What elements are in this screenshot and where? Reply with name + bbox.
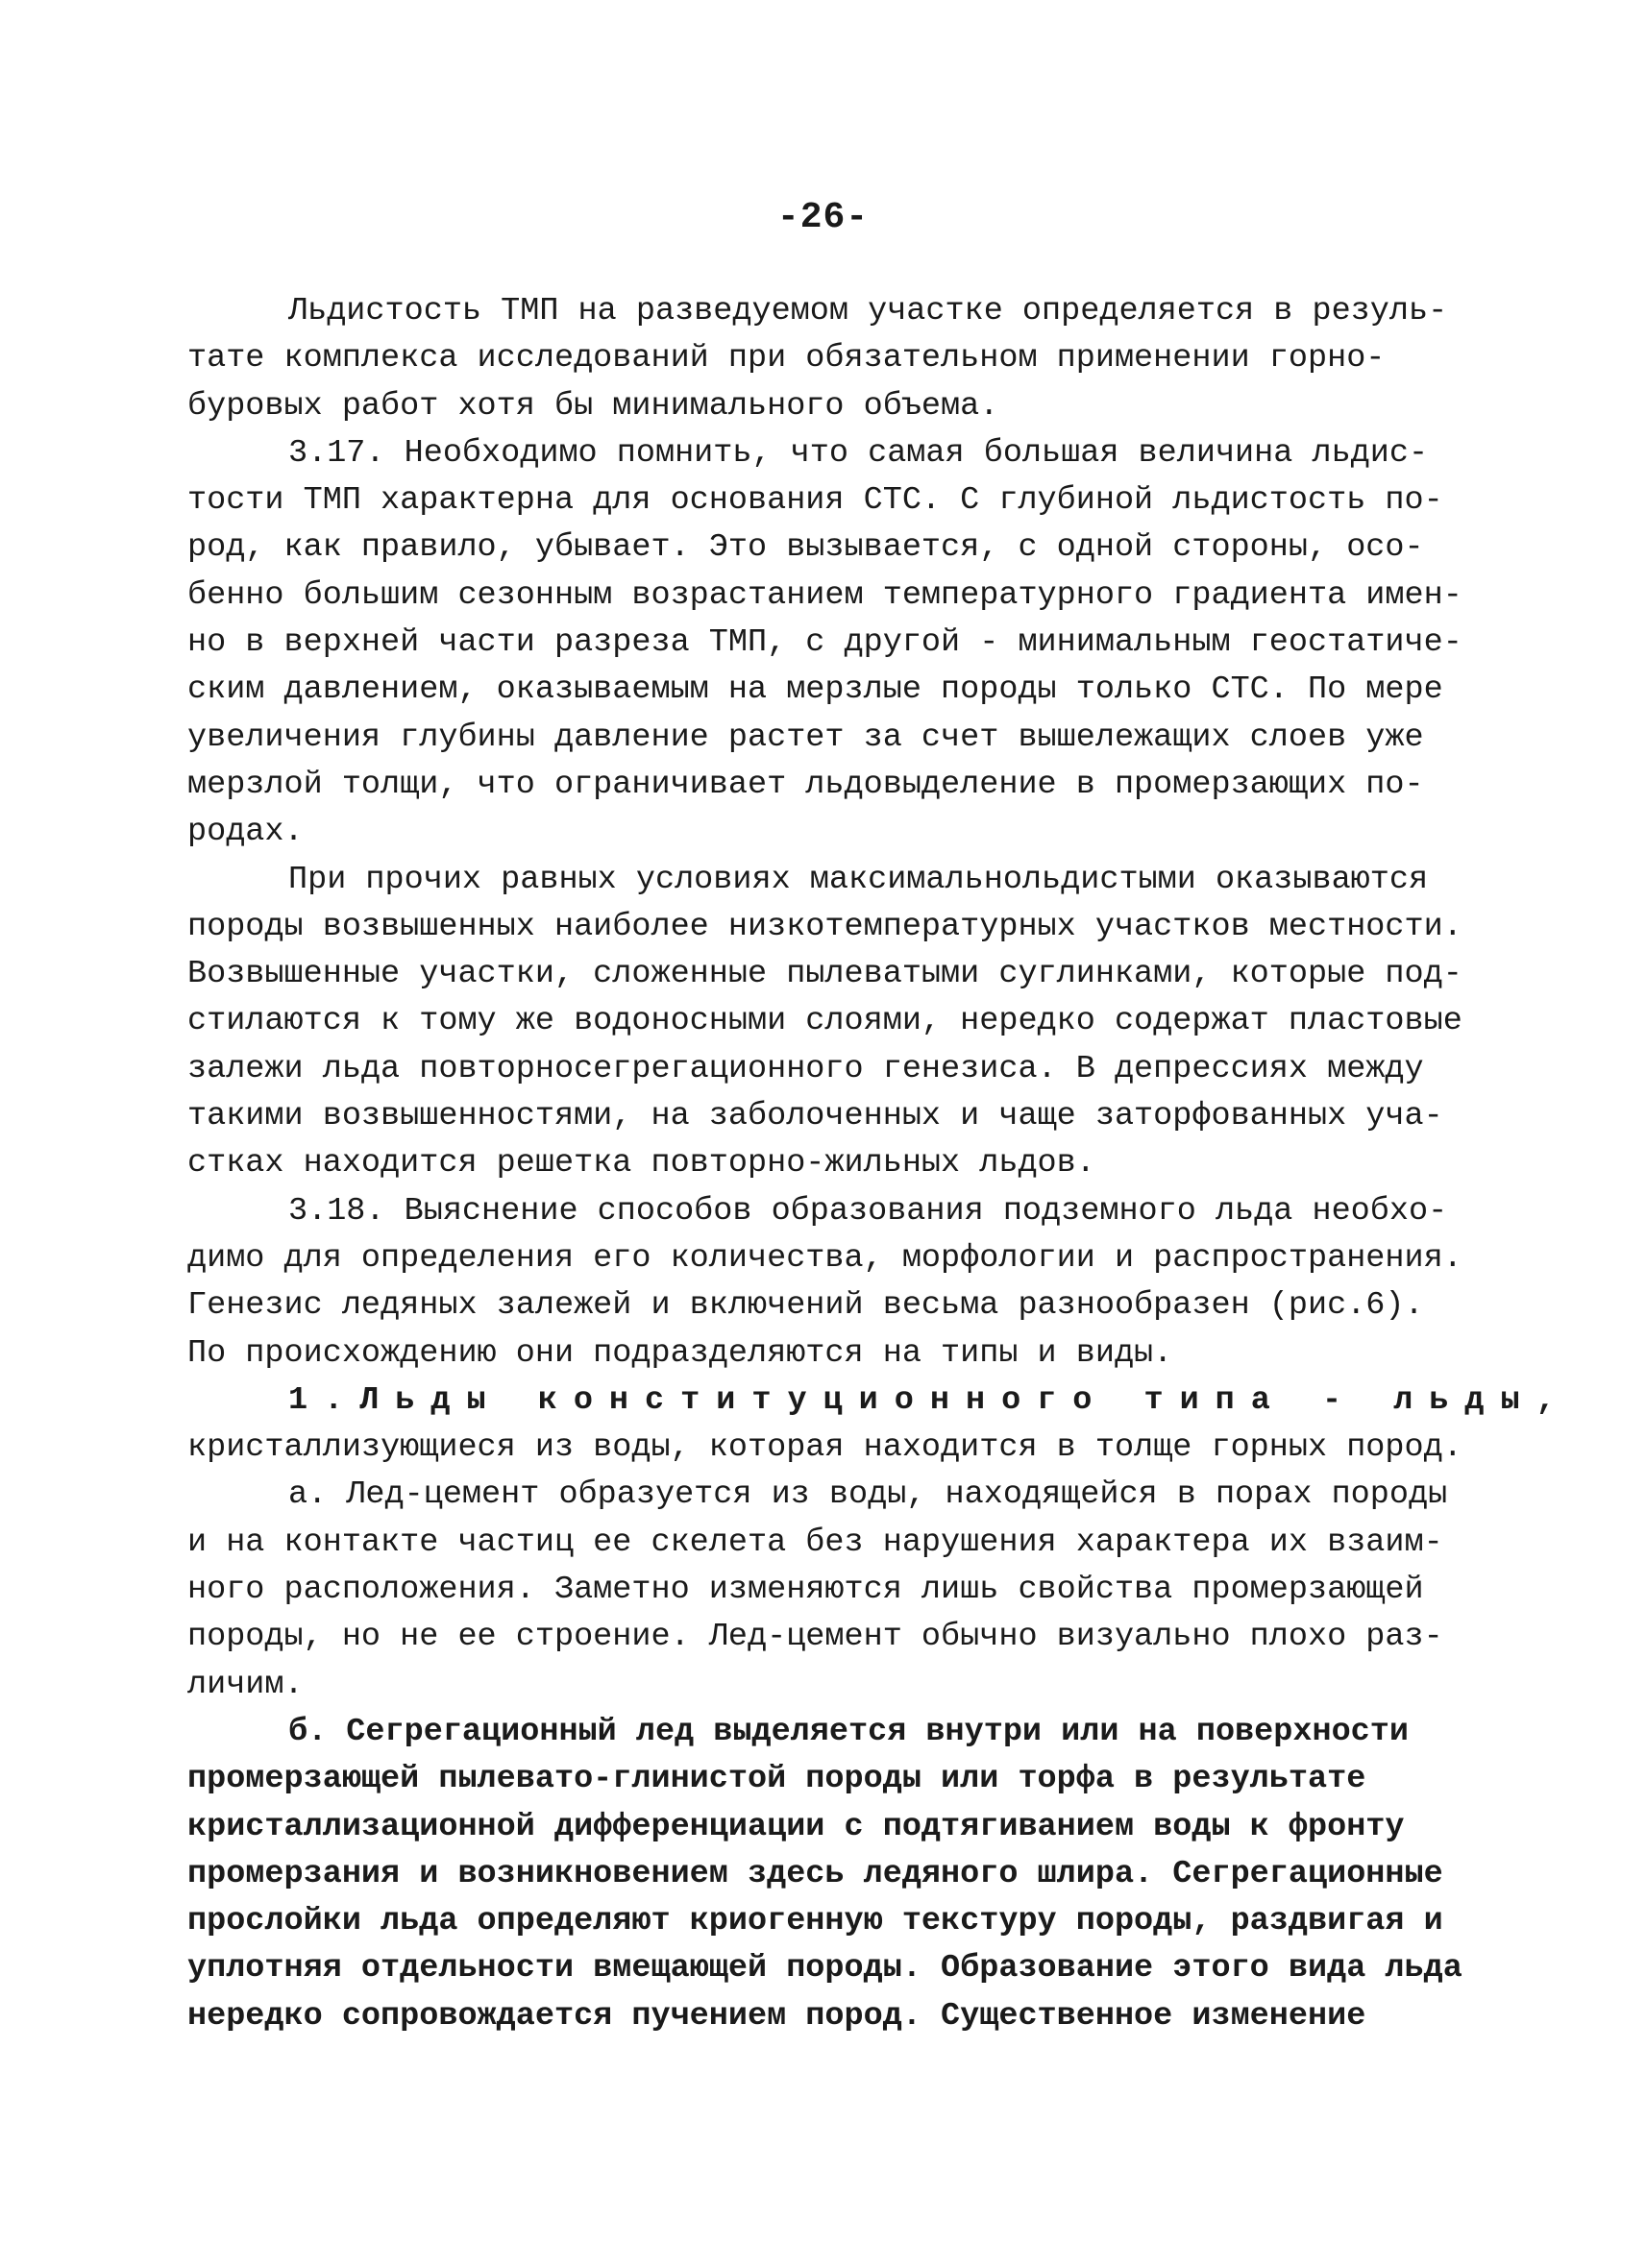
text-line: кристаллизационной дифференциации с подтягиванием воды к фронту (187, 1808, 1405, 1845)
text-line: тате комплекса исследований при обязательном применении горно- (187, 340, 1386, 378)
text-line: По происхождению они подразделяются на типы и виды. (187, 1334, 1173, 1372)
text-line: такими возвышенностями, на заболоченных и чаще заторфованных уча- (187, 1098, 1443, 1135)
text-line: прослойки льда определяют криогенную текстуру породы, раздвигая и (187, 1903, 1443, 1940)
text-line: буровых работ хотя бы минимального объема. (187, 387, 999, 425)
text-line: кристаллизующиеся из воды, которая находится в толще горных пород. (187, 1429, 1462, 1467)
text-line: тости ТМП характерна для основания СТС. С глубиной льдистость по- (187, 482, 1443, 520)
text-line: стках находится решетка повторно-жильных льдов. (187, 1145, 1095, 1183)
text-line: промерзания и возникновением здесь ледяного шлира. Сегрегационные (187, 1855, 1443, 1892)
text-line: и на контакте частиц ее скелета без нарушения характера их взаим- (187, 1524, 1443, 1561)
text-line: промерзающей пылевато-глинистой породы или торфа в результате (187, 1761, 1366, 1798)
body-text (187, 288, 1572, 2040)
text-line: залежи льда повторносегрегационного генезиса. В депрессиях между (187, 1050, 1424, 1087)
text-line: Льдистость ТМП на разведуемом участке определяется в резуль- (288, 293, 1448, 329)
text-line: мерзлой толщи, что ограничивает льдовыделение в промерзающих по- (187, 766, 1424, 803)
text-line: породы возвышенных наиболее низкотемпературных участков местности. (187, 908, 1462, 945)
text-line: Возвышенные участки, сложенные пылеватыми суглинками, которые под- (187, 956, 1462, 993)
text-line: но в верхней части разреза ТМП, с другой - минимальным геостатиче- (187, 624, 1462, 662)
text-line: личим. (187, 1666, 304, 1703)
text-line: ским давлением, оказываемым на мерзлые породы только СТС. По мере (187, 671, 1443, 709)
text-line: а. Лед-цемент образуется из воды, находящейся в порах породы (288, 1476, 1448, 1514)
text-line: димо для определения его количества, морфологии и распространения. (187, 1239, 1462, 1277)
text-line: ного расположения. Заметно изменяются лишь свойства промерзающей (187, 1572, 1424, 1609)
text-line: Генезис ледяных залежей и включений весьма разнообразен (рис.6). (187, 1287, 1424, 1325)
text-line: 3.17. Необходимо помнить, что самая большая величина льдис- (288, 434, 1429, 472)
text-line: 3.18. Выяснение способов образования подземного льда необхо- (288, 1192, 1448, 1230)
text-line: При прочих равных условиях максимальнольдистыми оказываются (288, 861, 1429, 898)
text-line: бенно большим сезонным возрастанием температурного градиента имен- (187, 576, 1462, 614)
text-line: родах. (187, 814, 304, 851)
text-line: породы, но не ее строение. Лед-цемент обычно визуально плохо раз- (187, 1619, 1443, 1656)
text-line: б. Сегрегационный лед выделяется внутри или на поверхности (288, 1713, 1409, 1750)
text-line: нередко сопровождается пучением пород. Существенное изменение (187, 1997, 1366, 2035)
text-line: увеличения глубины давление растет за счет вышележащих слоев уже (187, 719, 1424, 756)
text-line: род, как правило, убывает. Это вызывается, с одной стороны, осо- (187, 529, 1424, 567)
text-line: 1.Льды конституционного типа - льды, (288, 1381, 1572, 1419)
page-number: -26- (776, 197, 870, 238)
text-line: уплотняя отдельности вмещающей породы. Образование этого вида льда (187, 1950, 1462, 1988)
text-line: стилаются к тому же водоносными слоями, нередко содержат пластовые (187, 1003, 1462, 1040)
